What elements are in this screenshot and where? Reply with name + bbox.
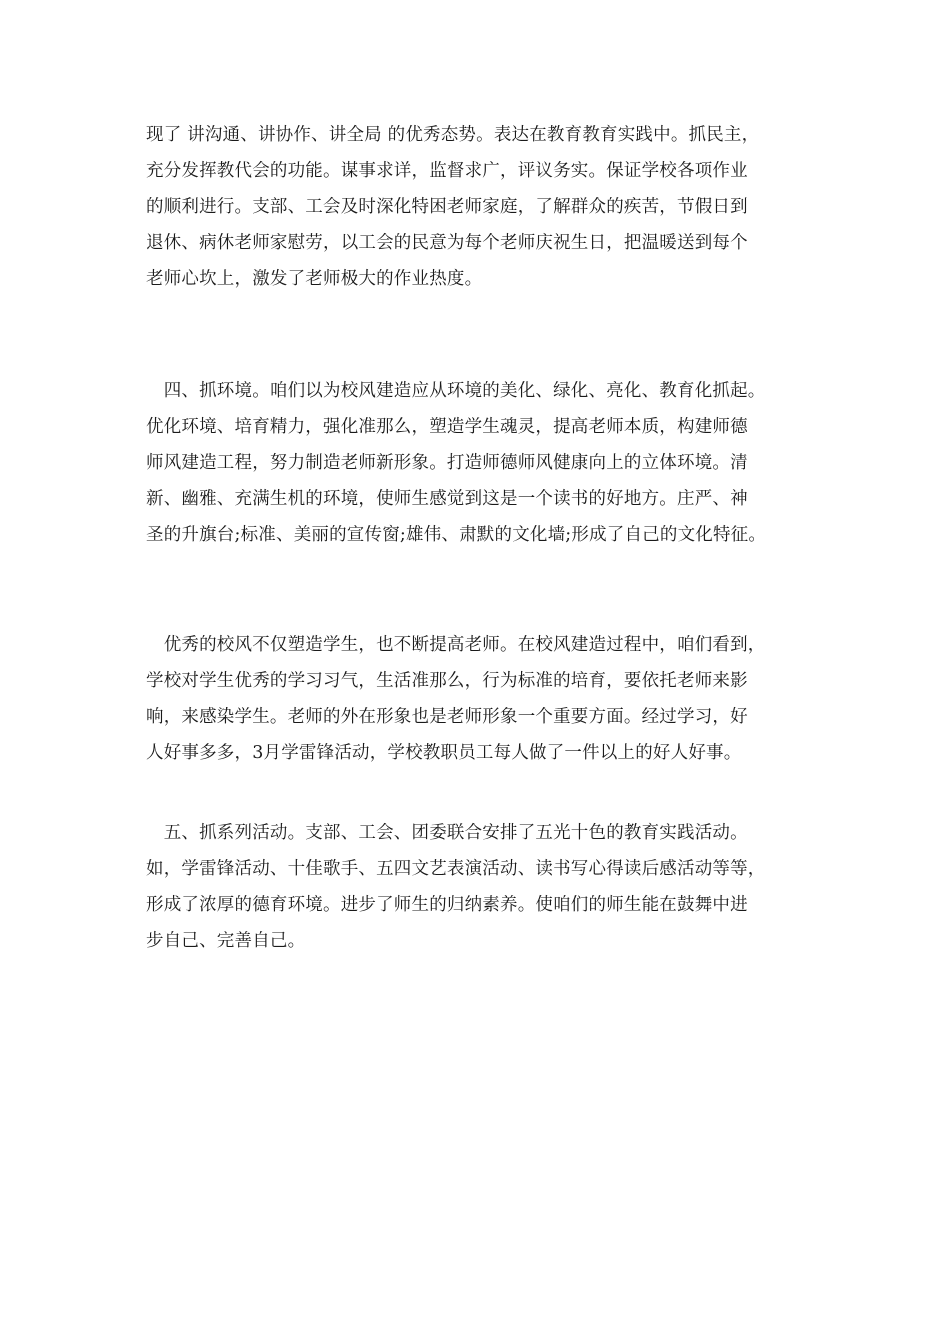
text-line: 优化环境、培育精力，强化准那么，塑造学生魂灵，提高老师本质，构建师德 [146, 417, 748, 437]
text-line: 步自己、完善自己。 [146, 931, 306, 951]
text-line: 退休、病休老师家慰劳，以工会的民意为每个老师庆祝生日，把温暖送到每个 [146, 233, 748, 253]
text-line: 如，学雷锋活动、十佳歌手、五四文艺表演活动、读书写心得读后感活动等等， [146, 859, 766, 879]
text-line: 形成了浓厚的德育环境。进步了师生的归纳素养。使咱们的师生能在鼓舞中进 [146, 895, 748, 915]
text-line: 现了 讲沟通、讲协作、讲全局 的优秀态势。表达在教育教育实践中。抓民主， [146, 125, 760, 145]
text-line: 老师心坎上，激发了老师极大的作业热度。 [146, 269, 483, 289]
text-line: 师风建造工程，努力制造老师新形象。打造师德师风健康向上的立体环境。清 [146, 453, 748, 473]
text-line: 的顺利进行。支部、工会及时深化特困老师家庭，了解群众的疾苦，节假日到 [146, 197, 748, 217]
text-line: 充分发挥教代会的功能。谋事求详，监督求广，评议务实。保证学校各项作业 [146, 161, 748, 181]
paragraph-democracy [146, 117, 846, 297]
text-line: 四、抓环境。咱们以为校风建造应从环境的美化、绿化、亮化、教育化抓起。 [146, 381, 766, 401]
text-line: 五、抓系列活动。支部、工会、团委联合安排了五光十色的教育实践活动。 [146, 823, 748, 843]
text-line: 新、幽雅、充满生机的环境，使师生感觉到这是一个读书的好地方。庄严、神 [146, 489, 748, 509]
paragraph-environment [146, 373, 846, 553]
text-line: 响，来感染学生。老师的外在形象也是老师形象一个重要方面。经过学习，好 [146, 707, 748, 727]
text-line: 学校对学生优秀的学习习气，生活准那么，行为标准的培育，要依托老师来影 [146, 671, 748, 691]
text-line: 圣的升旗台;标准、美丽的宣传窗;雄伟、肃默的文化墙;形成了自己的文化特征。 [146, 525, 767, 545]
paragraph-activities [146, 815, 846, 959]
paragraph-school-spirit [146, 627, 846, 771]
text-line: 人好事多多，3月学雷锋活动，学校教职员工每人做了一件以上的好人好事。 [146, 743, 742, 763]
text-line: 优秀的校风不仅塑造学生，也不断提高老师。在校风建造过程中，咱们看到， [146, 635, 766, 655]
